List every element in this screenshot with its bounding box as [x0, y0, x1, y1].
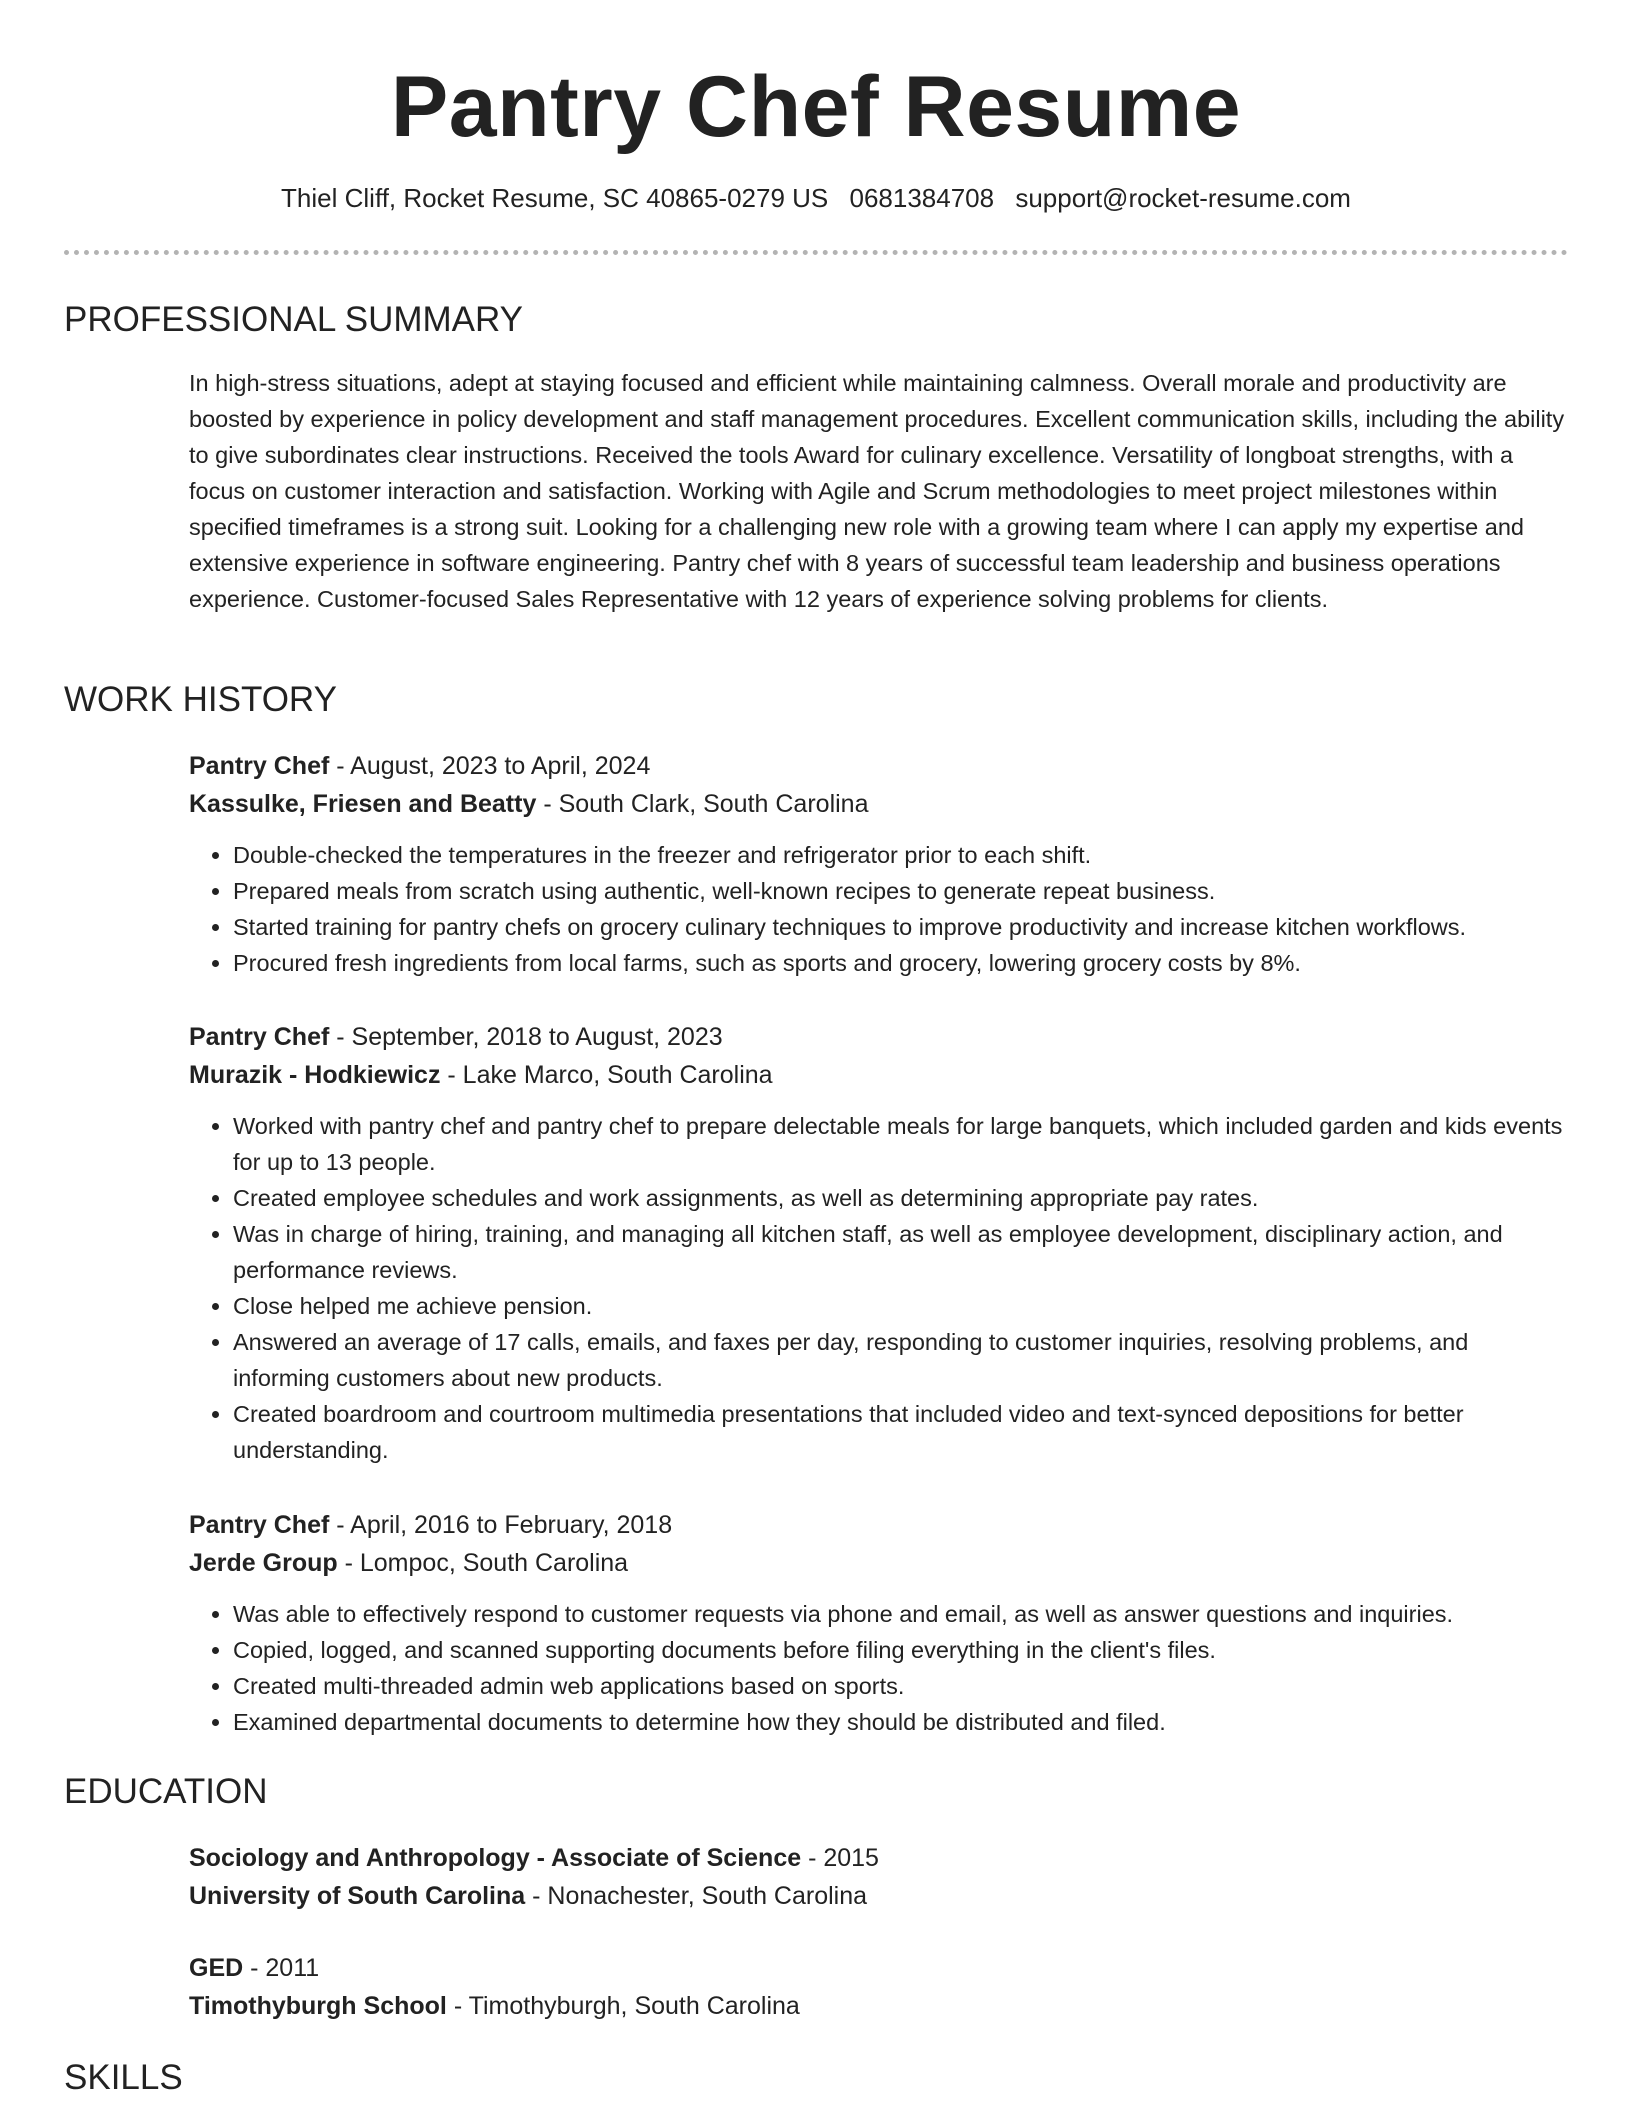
section-title-summary: PROFESSIONAL SUMMARY [64, 300, 523, 339]
job-bullets [189, 837, 1569, 981]
job-dates: - August, 2023 to April, 2024 [329, 752, 651, 780]
job-bullet: • Procured fresh ingredients from local farms, such as sports and grocery, lowering grocery costs by 8%. [233, 945, 1569, 981]
education-year: - 2011 [243, 1954, 320, 1982]
contact-line [0, 180, 1632, 216]
job-company: Murazik - Hodkiewicz [189, 1061, 441, 1089]
education-school-line [189, 1987, 1569, 2025]
education-location: - Nonachester, South Carolina [525, 1882, 868, 1910]
header-divider [64, 250, 1568, 255]
job-bullet: • Worked with pantry chef and pantry chef to prepare delectable meals for large banquets, which included garden and kids events for up to 13 people. [233, 1108, 1569, 1180]
job-company-line [189, 785, 1569, 823]
contact-address: Thiel Cliff, Rocket Resume, SC 40865-0279 US [281, 183, 829, 213]
job-bullet: • Close helped me achieve pension. [233, 1288, 1569, 1324]
job-title-line [189, 1506, 1569, 1544]
job-title: Pantry Chef [189, 752, 330, 780]
education-school: Timothyburgh School [189, 1992, 447, 2020]
job-location: - South Clark, South Carolina [536, 790, 869, 818]
job-location: - Lompoc, South Carolina [337, 1549, 629, 1577]
job-title: Pantry Chef [189, 1023, 330, 1051]
job-bullets [189, 1596, 1569, 1740]
job-title-line [189, 747, 1569, 785]
section-title-education: EDUCATION [64, 1772, 268, 1811]
education-degree: Sociology and Anthropology - Associate of Science [189, 1844, 802, 1872]
contact-phone: 0681384708 [849, 183, 995, 213]
job-bullet: • Answered an average of 17 calls, emails, and faxes per day, responding to customer inquiries, resolving problems, and informing customers about new products. [233, 1324, 1569, 1396]
job-bullet: • Started training for pantry chefs on grocery culinary techniques to improve productivity and increase kitchen workflows. [233, 909, 1569, 945]
job-bullet: • Examined departmental documents to determine how they should be distributed and filed. [233, 1704, 1569, 1740]
education-school: University of South Carolina [189, 1882, 526, 1910]
job-bullet: • Created employee schedules and work assignments, as well as determining appropriate pay rates. [233, 1180, 1569, 1216]
job-bullet: • Was in charge of hiring, training, and managing all kitchen staff, as well as employee development, disciplinary action, and performance reviews. [233, 1216, 1569, 1288]
job-title-line [189, 1018, 1569, 1056]
job-bullet: • Created boardroom and courtroom multimedia presentations that included video and text-synced depositions for better understanding. [233, 1396, 1569, 1468]
job-bullet: • Was able to effectively respond to customer requests via phone and email, as well as answer questions and inquiries. [233, 1596, 1569, 1632]
section-title-work-history: WORK HISTORY [64, 680, 337, 719]
job-bullet: • Double-checked the temperatures in the freezer and refrigerator prior to each shift. [233, 837, 1569, 873]
summary-text: In high-stress situations, adept at staying focused and efficient while maintaining calmness. Overall morale and productivity are boosted by experience in policy development and staff management procedures. Excellent communication skills, including the ability to give subordinates clear instructions. Received the tools Award for culinary excellence. Versatility of longboat strengths, with a focus on customer interaction and satisfaction. Working with Agile and Scrum methodologies to meet project milestones within specified timeframes is a strong suit. Looking for a challenging new role with a growing team where I can apply my expertise and extensive experience in software engineering. Pantry chef with 8 years of successful team leadership and business operations experience. Customer-focused Sales Representative with 12 years of experience solving problems for clients. [189, 370, 1565, 612]
education-year: - 2015 [801, 1844, 879, 1872]
job-company-line [189, 1544, 1569, 1582]
job-dates: - April, 2016 to February, 2018 [329, 1511, 673, 1539]
job-bullet: • Created multi-threaded admin web applications based on sports. [233, 1668, 1569, 1704]
job-entry [189, 1506, 1569, 1740]
education-school-line [189, 1877, 1569, 1915]
job-bullet: • Copied, logged, and scanned supporting documents before filing everything in the client's files. [233, 1632, 1569, 1668]
job-entry [189, 747, 1569, 981]
education-degree: GED [189, 1954, 244, 1982]
job-bullet: • Prepared meals from scratch using authentic, well-known recipes to generate repeat business. [233, 873, 1569, 909]
education-location: - Timothyburgh, South Carolina [446, 1992, 800, 2020]
education-degree-line [189, 1949, 1569, 1987]
education-entry [189, 1839, 1569, 1915]
job-company: Jerde Group [189, 1549, 338, 1577]
job-company-line [189, 1056, 1569, 1094]
job-dates: - September, 2018 to August, 2023 [329, 1023, 723, 1051]
job-company: Kassulke, Friesen and Beatty [189, 790, 537, 818]
job-entry [189, 1018, 1569, 1468]
contact-email: support@rocket-resume.com [1015, 183, 1351, 213]
education-degree-line [189, 1839, 1569, 1877]
job-title: Pantry Chef [189, 1511, 330, 1539]
education-entry [189, 1949, 1569, 2025]
section-title-skills: SKILLS [64, 2058, 183, 2097]
job-location: - Lake Marco, South Carolina [440, 1061, 773, 1089]
job-bullets [189, 1108, 1569, 1468]
resume-title: Pantry Chef Resume [390, 59, 1242, 155]
